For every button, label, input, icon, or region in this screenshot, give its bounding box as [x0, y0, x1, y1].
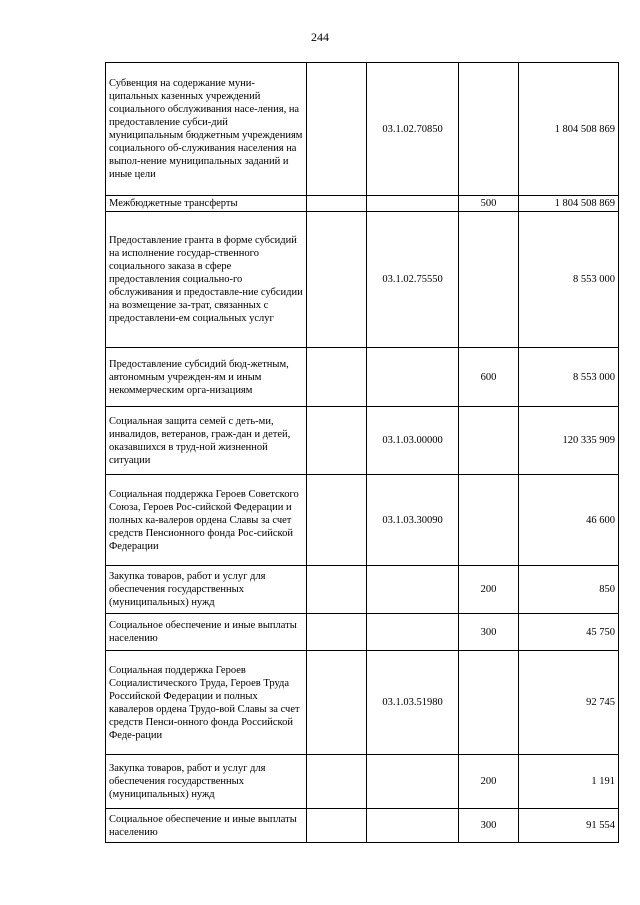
row-expense-type: 200 [459, 755, 519, 809]
row-amount: 46 600 [519, 475, 619, 566]
row-description: Межбюджетные трансферты [106, 196, 307, 212]
row-description: Социальная поддержка Героев Советского Союза, Героев Рос-сийской Федерации и полных ка-валеров ордена Славы за счет средств Пенсионного фонда Рос-сийской Федерации [106, 475, 307, 566]
row-code: 03.1.03.51980 [367, 651, 459, 755]
row-expense-type [459, 475, 519, 566]
row-code: 03.1.02.75550 [367, 212, 459, 348]
row-code [367, 809, 459, 843]
page-number: 244 [311, 30, 329, 44]
row-amount: 8 553 000 [519, 348, 619, 407]
row-expense-type [459, 407, 519, 475]
row-description: Закупка товаров, работ и услуг для обеспечения государственных (муниципальных) нужд [106, 566, 307, 614]
empty-cell [307, 651, 367, 755]
row-code [367, 566, 459, 614]
row-description: Субвенция на содержание муни-ципальных казенных учреждений социального обслуживания насе-ления, на предоставление субси-дий муниципальным бюджетным учреждениям социального об-служивания населения на выпол-нение муниципальных заданий и иные цели [106, 63, 307, 196]
table-row [106, 348, 619, 407]
table-row [106, 196, 619, 212]
row-expense-type [459, 651, 519, 755]
row-expense-type: 500 [459, 196, 519, 212]
row-amount: 92 745 [519, 651, 619, 755]
row-expense-type: 300 [459, 614, 519, 651]
row-description: Предоставление субсидий бюд-жетным, автономным учрежден-ям и иным некоммерческим орга-низациям [106, 348, 307, 407]
row-expense-type: 300 [459, 809, 519, 843]
table-row [106, 809, 619, 843]
row-code [367, 755, 459, 809]
table-row [106, 63, 619, 196]
row-amount: 8 553 000 [519, 212, 619, 348]
table-row [106, 614, 619, 651]
row-amount: 120 335 909 [519, 407, 619, 475]
row-amount: 1 804 508 869 [519, 63, 619, 196]
empty-cell [307, 755, 367, 809]
row-code: 03.1.03.30090 [367, 475, 459, 566]
budget-table [105, 62, 619, 843]
table-row [106, 212, 619, 348]
row-code: 03.1.03.00000 [367, 407, 459, 475]
row-description: Социальная защита семей с деть-ми, инвалидов, ветеранов, граж-дан и детей, оказавшихся в труд-ной жизненной ситуации [106, 407, 307, 475]
table-row [106, 755, 619, 809]
row-description: Социальная поддержка Героев Социалистического Труда, Героев Труда Российской Федерации и полных кавалеров ордена Трудо-вой Славы за счет средств Пенси-онного фонда Российской Феде-рации [106, 651, 307, 755]
table-row [106, 407, 619, 475]
row-code [367, 348, 459, 407]
empty-cell [307, 475, 367, 566]
empty-cell [307, 614, 367, 651]
row-description: Социальное обеспечение и иные выплаты населению [106, 809, 307, 843]
row-code: 03.1.02.70850 [367, 63, 459, 196]
row-expense-type: 600 [459, 348, 519, 407]
table-row [106, 651, 619, 755]
row-amount: 1 804 508 869 [519, 196, 619, 212]
row-code [367, 614, 459, 651]
row-description: Социальное обеспечение и иные выплаты населению [106, 614, 307, 651]
row-amount: 1 191 [519, 755, 619, 809]
row-amount: 850 [519, 566, 619, 614]
row-amount: 45 750 [519, 614, 619, 651]
empty-cell [307, 407, 367, 475]
row-description: Закупка товаров, работ и услуг для обеспечения государственных (муниципальных) нужд [106, 755, 307, 809]
table-row [106, 475, 619, 566]
empty-cell [307, 348, 367, 407]
row-description: Предоставление гранта в форме субсидий на исполнение государ-ственного социального заказа в сфере предоставления социально-го обслуживания и предоставле-ние субсидии на возмещение за-трат, связанных с предоставлени-ем социальных услуг [106, 212, 307, 348]
row-expense-type: 200 [459, 566, 519, 614]
empty-cell [307, 196, 367, 212]
empty-cell [307, 566, 367, 614]
row-expense-type [459, 63, 519, 196]
row-code [367, 196, 459, 212]
table-row [106, 566, 619, 614]
empty-cell [307, 809, 367, 843]
empty-cell [307, 63, 367, 196]
row-expense-type [459, 212, 519, 348]
empty-cell [307, 212, 367, 348]
row-amount: 91 554 [519, 809, 619, 843]
